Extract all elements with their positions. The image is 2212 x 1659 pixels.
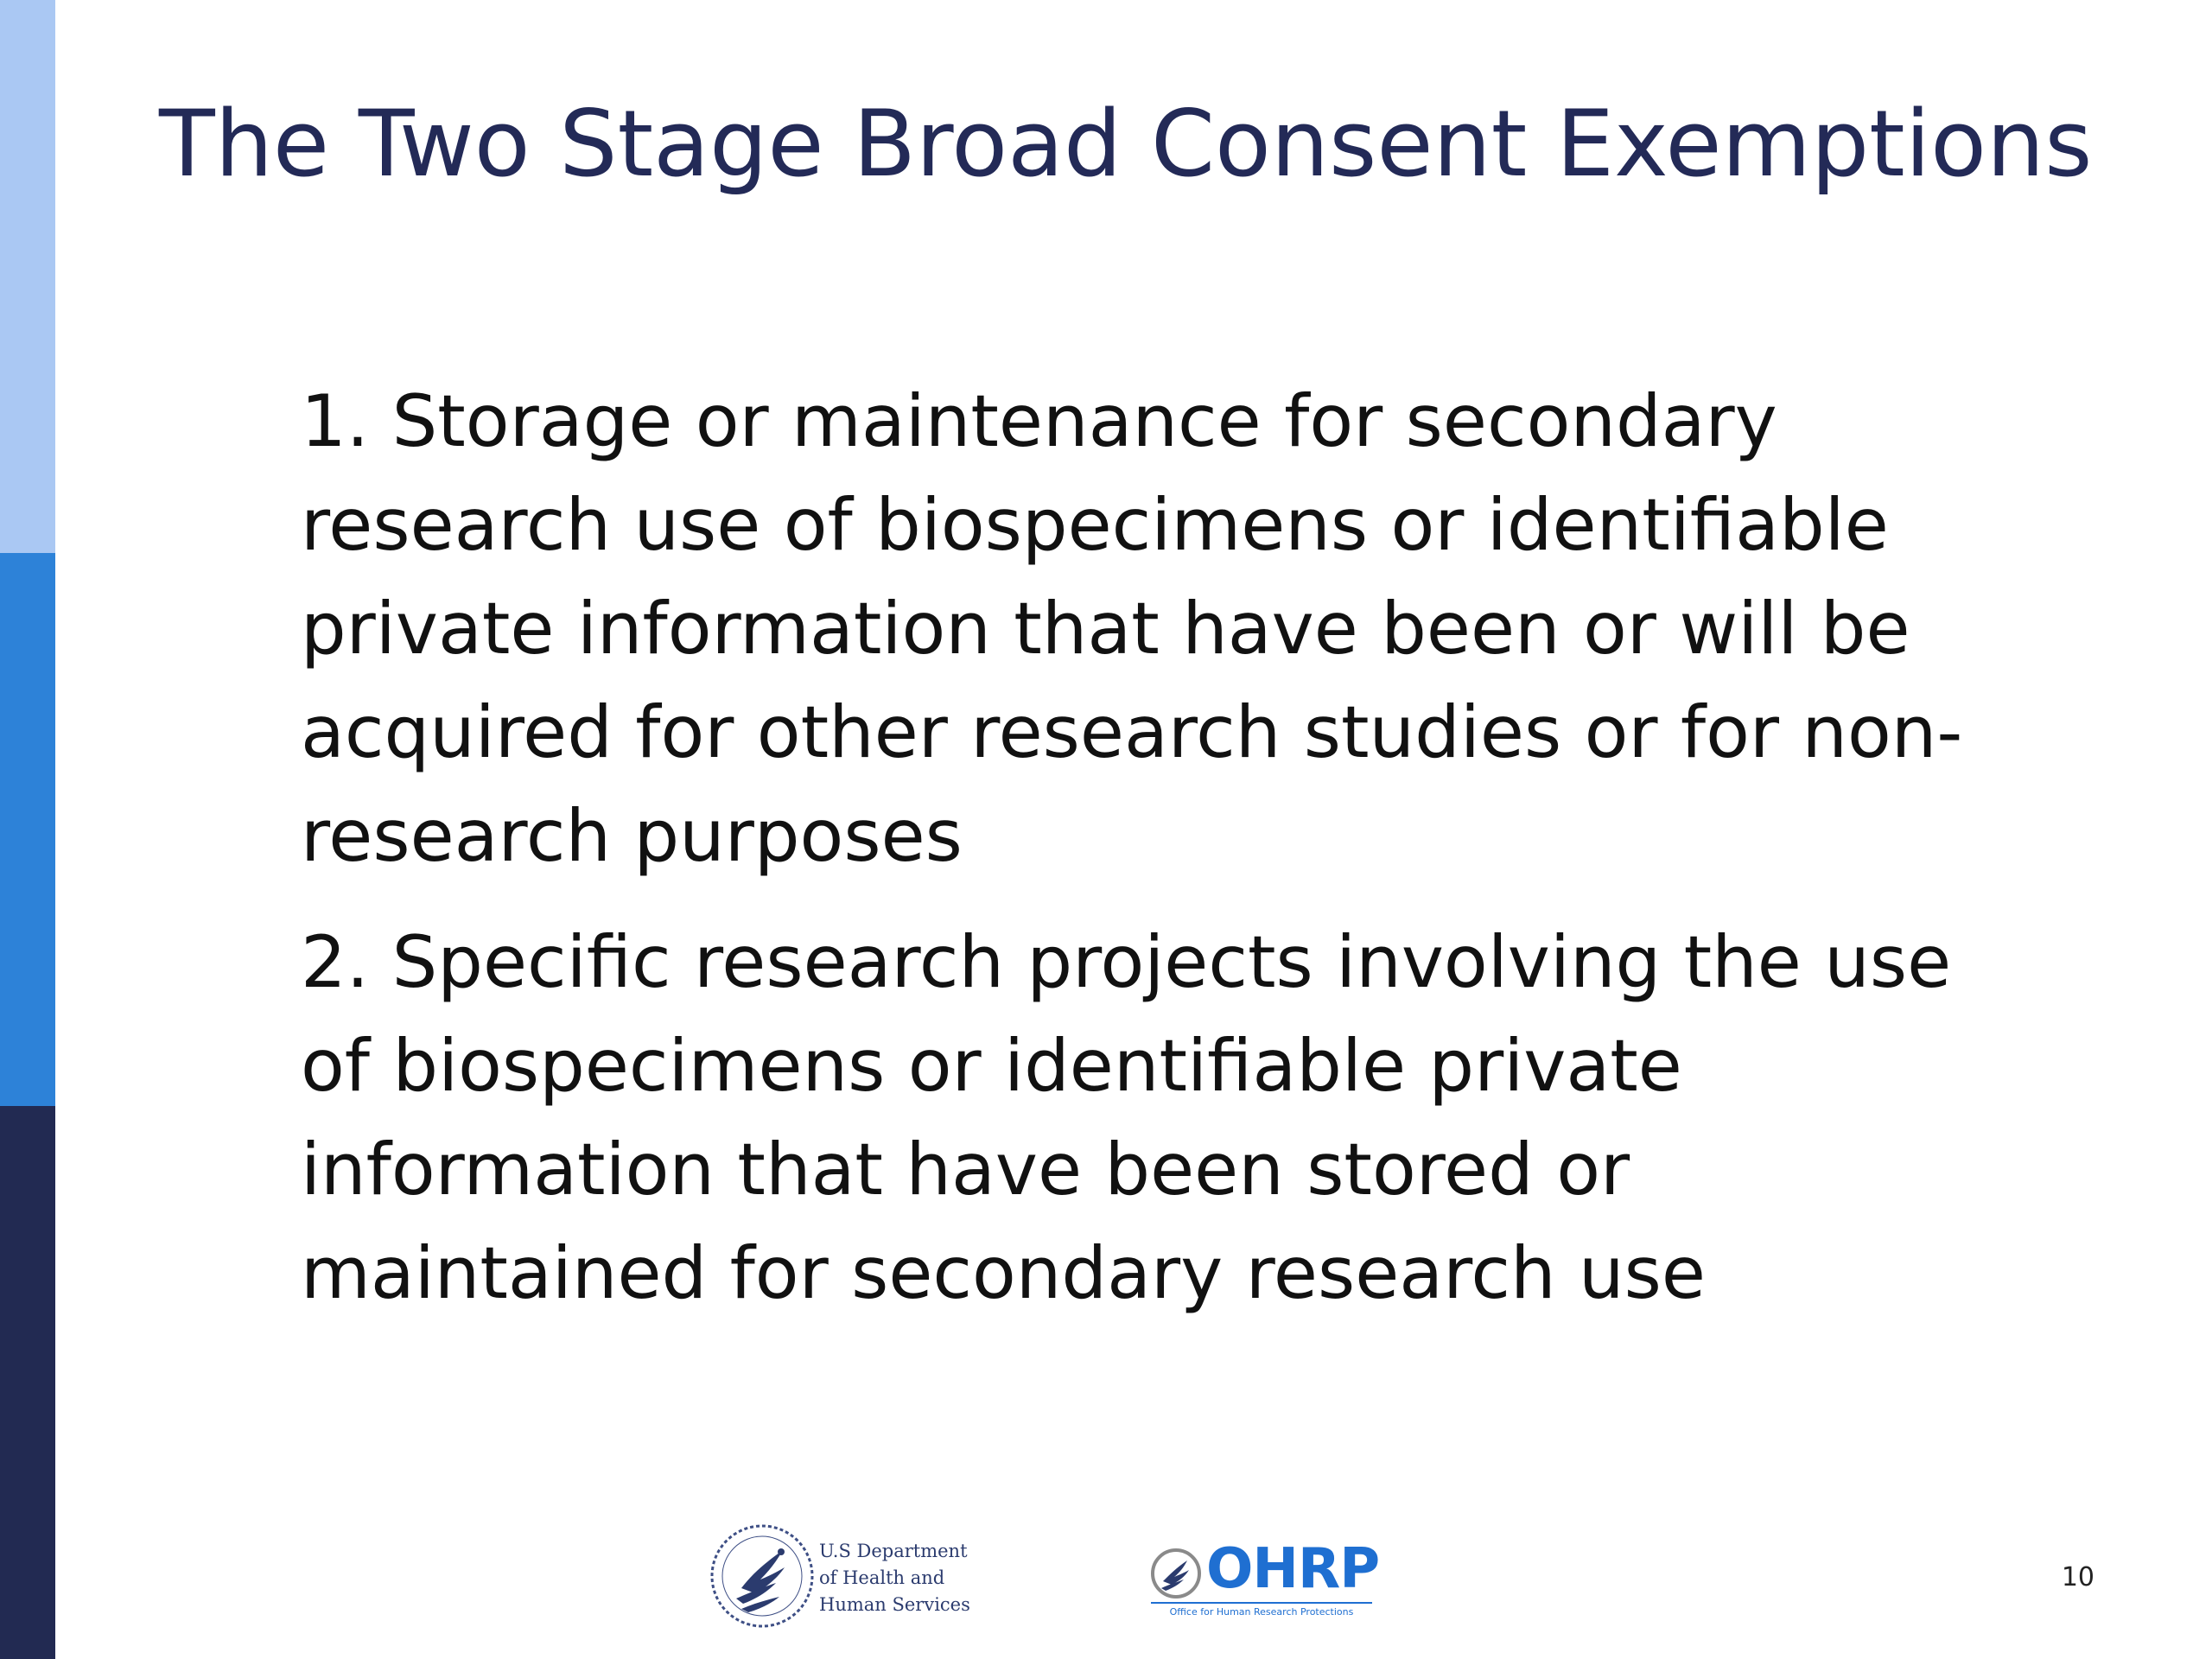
ohrp-logo xyxy=(1149,1537,1380,1621)
hhs-eagle-icon xyxy=(1149,1547,1203,1600)
exemption-item-1: 1. Storage or maintenance for secondary research use of biospecimens or identifiable private information that have been or will be acquired for other research studies or for non-research purposes xyxy=(301,379,1963,878)
hhs-line-1: U.S Department xyxy=(819,1541,968,1561)
ohrp-subtitle: Office for Human Research Protections xyxy=(1151,1602,1372,1618)
sidebar-stripe-dark xyxy=(0,1106,55,1659)
exemption-list xyxy=(301,370,2029,1348)
sidebar-stripe-mid xyxy=(0,553,55,1106)
hhs-line-3: Human Services xyxy=(819,1594,970,1615)
hhs-wordmark xyxy=(819,1538,970,1618)
ohrp-wordmark: OHRP xyxy=(1206,1537,1380,1601)
hhs-eagle-seal-icon xyxy=(707,1521,817,1631)
hhs-line-2: of Health and xyxy=(819,1567,945,1588)
page-number: 10 xyxy=(2061,1562,2094,1592)
exemption-item-2: 2. Specific research projects involving the use of biospecimens or identifiable private information that have been stored or maintained for secondary research use xyxy=(301,920,1952,1315)
hhs-logo xyxy=(707,1521,970,1633)
sidebar-stripe-light xyxy=(0,0,55,553)
slide-title: The Two Stage Broad Consent Exemptions xyxy=(159,91,2093,197)
